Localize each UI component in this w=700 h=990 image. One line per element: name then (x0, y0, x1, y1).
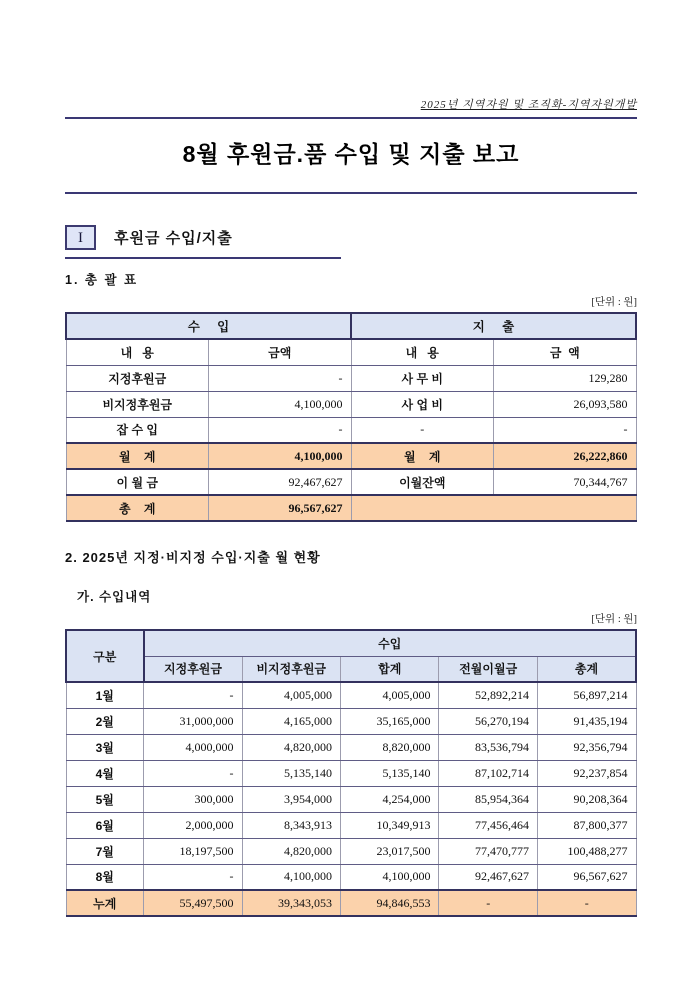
col-header: 비지정후원금 (242, 656, 340, 682)
section1-label: 후원금 수입/지출 (114, 230, 233, 247)
empty-cell (351, 495, 636, 521)
col-header: 금액 (209, 339, 352, 365)
monthly-income-table (65, 629, 637, 917)
page-title: 8월 후원금.품 수입 및 지출 보고 (182, 141, 520, 167)
cumulative-total-row (66, 890, 636, 916)
row-label: 이월잔액 (351, 469, 494, 495)
row-label: 누계 (66, 890, 144, 916)
cell-value: 56,270,194 (439, 708, 537, 734)
table-row (66, 365, 636, 391)
cell-value: 5,135,140 (340, 760, 438, 786)
section2-subheading: 가. 수입내역 (77, 590, 152, 604)
top-rule (65, 117, 637, 119)
income-group-header: 수입 (144, 630, 636, 656)
cell-value: - (144, 760, 242, 786)
cell-value: 4,000,000 (144, 734, 242, 760)
row-label: 이 월 금 (66, 469, 209, 495)
expense-group-header: 지 출 (351, 313, 636, 339)
cell-value: 39,343,053 (242, 890, 340, 916)
section1-heading (65, 225, 341, 259)
table-row (66, 682, 636, 708)
title-rule (65, 192, 637, 194)
table-row (66, 864, 636, 890)
table-row (66, 656, 636, 682)
income-group-header: 수 입 (66, 313, 351, 339)
cell-value: 300,000 (144, 786, 242, 812)
unit-label-2: [단위 : 원] (591, 614, 637, 625)
row-label: 사 무 비 (351, 365, 494, 391)
row-label: 총 계 (66, 495, 209, 521)
table-row (66, 760, 636, 786)
cell-value: 4,165,000 (242, 708, 340, 734)
cell-value: - (144, 682, 242, 708)
cell-value: 5,135,140 (242, 760, 340, 786)
col-header: 전월이월금 (439, 656, 537, 682)
cell-value: 3,954,000 (242, 786, 340, 812)
cell-value: 26,093,580 (494, 391, 637, 417)
cell-value: 92,467,627 (439, 864, 537, 890)
cell-value: 70,344,767 (494, 469, 637, 495)
cell-value: - (209, 365, 352, 391)
row-label: 3월 (66, 734, 144, 760)
cell-value: 96,567,627 (537, 864, 636, 890)
cell-value: 18,197,500 (144, 838, 242, 864)
cell-value: 8,343,913 (242, 812, 340, 838)
row-label: 6월 (66, 812, 144, 838)
row-label: 7월 (66, 838, 144, 864)
cell-value: 2,000,000 (144, 812, 242, 838)
row-label: 잡 수 입 (66, 417, 209, 443)
cell-value: 85,954,364 (439, 786, 537, 812)
table-row (66, 469, 636, 495)
cell-value: 100,488,277 (537, 838, 636, 864)
row-label: 월 계 (351, 443, 494, 469)
cell-value: 92,356,794 (537, 734, 636, 760)
section1-numeral-box: I (65, 225, 96, 250)
row-label: 1월 (66, 682, 144, 708)
grand-total-row (66, 495, 636, 521)
row-label: 8월 (66, 864, 144, 890)
row-label: 5월 (66, 786, 144, 812)
corner-header: 구분 (66, 630, 144, 682)
table-row (66, 708, 636, 734)
cell-value: 90,208,364 (537, 786, 636, 812)
cell-value: - (144, 864, 242, 890)
cell-value: 4,820,000 (242, 838, 340, 864)
cell-value: 4,100,000 (340, 864, 438, 890)
cell-value: 23,017,500 (340, 838, 438, 864)
row-label: 지정후원금 (66, 365, 209, 391)
cell-value: 4,254,000 (340, 786, 438, 812)
cell-value: 77,456,464 (439, 812, 537, 838)
cell-value: 96,567,627 (209, 495, 352, 521)
monthly-total-row (66, 443, 636, 469)
col-header: 합계 (340, 656, 438, 682)
cell-value: - (537, 890, 636, 916)
cell-value: 31,000,000 (144, 708, 242, 734)
cell-value: 83,536,794 (439, 734, 537, 760)
row-label: 2월 (66, 708, 144, 734)
cell-value: 92,237,854 (537, 760, 636, 786)
cell-value: 92,467,627 (209, 469, 352, 495)
cell-value: 4,100,000 (242, 864, 340, 890)
col-header: 지정후원금 (144, 656, 242, 682)
cell-value: - (494, 417, 637, 443)
row-label: 4월 (66, 760, 144, 786)
cell-value: 52,892,214 (439, 682, 537, 708)
cell-value: 4,820,000 (242, 734, 340, 760)
summary-table (65, 312, 637, 522)
cell-value: 56,897,214 (537, 682, 636, 708)
cell-value: 35,165,000 (340, 708, 438, 734)
row-label: 사 업 비 (351, 391, 494, 417)
table-row (66, 391, 636, 417)
cell-value: - (351, 417, 494, 443)
table-row (66, 417, 636, 443)
cell-value: 4,005,000 (340, 682, 438, 708)
col-header: 내 용 (66, 339, 209, 365)
table-row (66, 313, 636, 339)
col-header: 금 액 (494, 339, 637, 365)
cell-value: 4,005,000 (242, 682, 340, 708)
section2-heading: 2. 2025년 지정·비지정 수입·지출 월 현황 (65, 550, 321, 565)
cell-value: 8,820,000 (340, 734, 438, 760)
section1-subheading: 1. 총 괄 표 (65, 273, 139, 287)
header-note: 2025년 지역자원 및 조직화-지역자원개발 (420, 99, 637, 111)
cell-value: 87,102,714 (439, 760, 537, 786)
cell-value: 4,100,000 (209, 391, 352, 417)
cell-value: - (209, 417, 352, 443)
col-header: 내 용 (351, 339, 494, 365)
cell-value: 77,470,777 (439, 838, 537, 864)
table-row (66, 339, 636, 365)
cell-value: 129,280 (494, 365, 637, 391)
cell-value: 87,800,377 (537, 812, 636, 838)
cell-value: 94,846,553 (340, 890, 438, 916)
cell-value: 4,100,000 (209, 443, 352, 469)
row-label: 월 계 (66, 443, 209, 469)
table-row (66, 812, 636, 838)
col-header: 총계 (537, 656, 636, 682)
row-label: 비지정후원금 (66, 391, 209, 417)
table-row (66, 734, 636, 760)
table-row (66, 786, 636, 812)
cell-value: 55,497,500 (144, 890, 242, 916)
cell-value: 26,222,860 (494, 443, 637, 469)
unit-label-1: [단위 : 원] (591, 297, 637, 308)
table-row (66, 838, 636, 864)
cell-value: - (439, 890, 537, 916)
table-row (66, 630, 636, 656)
cell-value: 91,435,194 (537, 708, 636, 734)
cell-value: 10,349,913 (340, 812, 438, 838)
